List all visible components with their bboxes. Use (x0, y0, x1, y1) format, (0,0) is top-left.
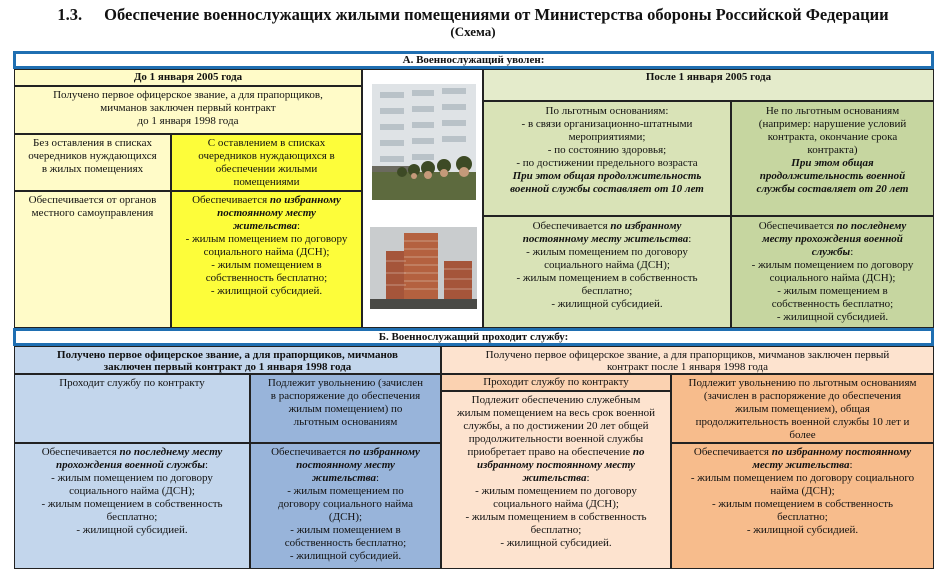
condition-line: мичманов заключен первый контракт (100, 102, 276, 114)
provision-emphasis: жительства (311, 472, 376, 484)
page-subtitle: (Схема) (450, 24, 496, 39)
label-line: очередников нуждающихся в (198, 150, 335, 162)
non-preferential-grounds (731, 101, 934, 216)
label-line: в распоряжение до обеспечения (270, 390, 421, 402)
provision-emphasis: постоянному месту (296, 459, 395, 471)
label-line: (например: нарушение условий (758, 118, 907, 130)
provision-item: - жилым помещением по договору (185, 233, 348, 245)
section-b-title: Б. Военнослужащий проходит службу: (13, 328, 934, 346)
provision-item: - жилым помещением по договору (526, 246, 688, 258)
provision-line: службы, а по достижении 20 лет общей (463, 420, 649, 432)
provision-emphasis: по (632, 446, 645, 458)
label-line: Без оставления в списках (33, 137, 152, 149)
provision-item: бесплатно; (581, 285, 633, 297)
before-1998-contract-label: Проходит службу по контракту (14, 374, 250, 443)
before-2005-condition (14, 86, 362, 134)
provision-item: бесплатно; (530, 524, 582, 536)
provision-emphasis: жительства (522, 472, 587, 484)
provision-line: Обеспечивается от органов (28, 194, 157, 206)
provision-item: социального найма (ДСН); (203, 246, 330, 258)
without-list-provision (14, 191, 171, 328)
before-1998-discharge-provision: Обеспечивается по избранному постоянному месту жительства: - жилым помещением по договору социального найма (ДСН); - жилым помещением в собственность бесплатно; - жилищной субсидией. (250, 443, 441, 569)
provision-item: - жилищной субсидией. (776, 311, 889, 323)
provision-line: жилым помещением на весь срок военной (456, 407, 656, 419)
provision-emphasis: по избранному (610, 220, 682, 232)
provision-emphasis: постоянному месту (217, 207, 316, 219)
heading-line: Получено первое офицерское звание, а для прапорщиков, мичманов (57, 349, 398, 361)
residential-towers-photo (370, 227, 477, 309)
before-1998-contract-provision: Обеспечивается по последнему месту прохождения военной службы: - жилым помещением по договору социального найма (ДСН); - жилым помещением в собственность бесплатно; - жилищной субсидией. (14, 443, 250, 569)
provision-line: Подлежит обеспечению служебным (471, 394, 641, 406)
provision-item: - жилищной субсидией. (76, 524, 188, 536)
provision-prefix: Обеспечивается (758, 220, 834, 232)
provision-item: бесплатно; (777, 511, 828, 523)
soldiers-photo-icon (372, 84, 476, 200)
soldiers-in-front-of-building-photo (372, 84, 476, 200)
label-line: - по состоянию здоровья; (547, 144, 667, 156)
provision-emphasis: по избранному (348, 446, 420, 458)
note-line: При этом общая продолжительность (512, 170, 702, 182)
label-line: Подлежит увольнению (зачислен (267, 377, 424, 389)
label-line: в жилых помещениях (41, 163, 144, 175)
preferential-provision: Обеспечивается по избранному постоянному месту жительства: - жилым помещением по договору социального найма (ДСН); - жилым помещением в собственность бесплатно; - жилищной субсидией. (483, 216, 731, 328)
provision-item: собственность бесплатно; (205, 272, 328, 284)
section-a-title: А. Военнослужащий уволен: (13, 51, 934, 69)
with-list-label (171, 134, 362, 191)
towers-photo-icon (370, 227, 477, 309)
heading-line: Получено первое офицерское звание, а для прапорщиков, мичманов заключен первый (485, 349, 890, 361)
provision-item: - жилым помещением по (287, 485, 404, 497)
provision-emphasis: службы (811, 246, 851, 258)
heading-line: заключен первый контракт до 1 января 1998 года (103, 361, 352, 373)
provision-item: - жилым помещением в собственность (465, 511, 647, 523)
provision-prefix: Обеспечивается (532, 220, 608, 232)
provision-item: найма (ДСН); (770, 485, 835, 497)
note-line: службы составляет от 20 лет (756, 183, 909, 195)
provision-item: - жилым помещением по договору (475, 485, 637, 497)
provision-emphasis: месту прохождения военной (762, 233, 903, 245)
provision-item: договору социального найма (278, 498, 413, 510)
provision-line: местного самоуправления (31, 207, 154, 219)
label-line: С оставлением в списках (207, 137, 326, 149)
provision-prefix: Обеспечивается (41, 446, 117, 458)
provision-item: собственность бесплатно; (771, 298, 894, 310)
provision-item: - жилым помещением в (290, 524, 401, 536)
provision-prefix: Обеспечивается (192, 194, 268, 206)
provision-emphasis: по последнему месту (119, 446, 223, 458)
provision-item: социального найма (ДСН); (769, 272, 896, 284)
label-line: продолжительность военной службы 10 лет и (695, 416, 910, 428)
provision-item: собственность бесплатно; (284, 537, 407, 549)
label-line: жилым помещением) по (288, 403, 403, 415)
provision-item: - жилищной субсидией. (210, 285, 323, 297)
provision-prefix: Обеспечивается (693, 446, 769, 458)
provision-item: бесплатно; (106, 511, 158, 523)
label-line: помещениями (233, 176, 300, 188)
label-line: По льготным основаниям: (545, 105, 669, 117)
provision-item: - жилищной субсидией. (289, 550, 402, 562)
provision-item: (ДСН); (328, 511, 363, 523)
label-line: более (789, 429, 816, 441)
before-1998-heading (14, 346, 441, 374)
label-line: Не по льготным основаниям (765, 105, 900, 117)
label-line: - в связи организационно-штатными (521, 118, 693, 130)
note-line: продолжительность военной (759, 170, 906, 182)
section-number: 1.3. (57, 5, 83, 24)
label-line: льготным основаниям (293, 416, 398, 428)
provision-item: социального найма (ДСН); (544, 259, 670, 271)
note-line: При этом общая (791, 157, 874, 169)
label-line: мероприятиями; (568, 131, 646, 143)
provision-emphasis: жительства (232, 220, 297, 232)
provision-prefix: Обеспечивается (271, 446, 347, 458)
page-title (0, 6, 946, 24)
label-line: обеспечении жилыми (215, 163, 318, 175)
provision-item: - жилищной субсидией. (551, 298, 663, 310)
condition-line: Получено первое офицерское звание, а для прапорщиков, (53, 89, 323, 101)
heading-line: контракт после 1 января 1998 года (606, 361, 768, 373)
label-line: жилым помещением), общая (735, 403, 870, 415)
provision-item: - жилым помещением по договору социального (690, 472, 915, 484)
provision-emphasis: по избранному (269, 194, 341, 206)
note-line: военной службы составляет от 10 лет (510, 183, 704, 195)
provision-emphasis: постоянному месту жительства (522, 233, 689, 245)
provision-item: - жилым помещением в собственность (711, 498, 894, 510)
preferential-grounds (483, 101, 731, 216)
label-line: Подлежит увольнению по льготным основаниям (688, 377, 917, 389)
title-text: Обеспечение военнослужащих жилыми помещениями от Министерства обороны Российской Федерации (104, 5, 889, 24)
provision-item: - жилым помещением по договору (751, 259, 914, 271)
label-line: - по достижении предельного возраста (516, 157, 698, 169)
provision-item: - жилым помещением в (211, 259, 322, 271)
before-2005-heading: До 1 января 2005 года (14, 69, 362, 86)
after-1998-contract-provision: Подлежит обеспечению служебным жилым помещением на весь срок военной службы, а по достижении 20 лет общей продолжительности военной службы приобретает право на обеспечение по избранному постоянному месту жительства: - жилым помещением по договору социального найма (ДСН); - жилым помещением в собственность бесплатно; - жилищной субсидией. (441, 391, 671, 569)
provision-emphasis: прохождения военной службы (55, 459, 205, 471)
after-1998-heading (441, 346, 934, 374)
provision-item: - жилым помещением по договору (51, 472, 213, 484)
provision-emphasis: избранному постоянному месту (476, 459, 636, 471)
provision-line: продолжительности военной службы (468, 433, 644, 445)
provision-line: приобретает право на обеспечение (467, 446, 631, 458)
provision-item: - жилищной субсидией. (500, 537, 612, 549)
provision-emphasis: месту жительства (752, 459, 850, 471)
with-list-provision: Обеспечивается по избранному постоянному месту жительства: - жилым помещением по договору социального найма (ДСН); - жилым помещением в собственность бесплатно; - жилищной субсидией. (171, 191, 362, 328)
label-line: (зачислен в распоряжение до обеспечения (703, 390, 902, 402)
non-preferential-provision: Обеспечивается по последнему месту прохождения военной службы: - жилым помещением по договору социального найма (ДСН); - жилым помещением в собственность бесплатно; - жилищной субсидией. (731, 216, 934, 328)
label-line: очередников нуждающихся (28, 150, 157, 162)
provision-item: социального найма (ДСН); (69, 485, 195, 497)
label-line: контракта, окончание срока (767, 131, 898, 143)
provision-item: социального найма (ДСН); (493, 498, 619, 510)
after-1998-discharge-label (671, 374, 934, 443)
provision-item: - жилищной субсидией. (746, 524, 859, 536)
condition-line: до 1 января 1998 года (137, 115, 239, 127)
after-2005-heading: После 1 января 2005 года (483, 69, 934, 101)
provision-item: - жилым помещением в (777, 285, 888, 297)
after-1998-contract-label: Проходит службу по контракту (441, 374, 671, 391)
label-line: контракта) (807, 144, 858, 156)
provision-emphasis: по последнему (836, 220, 907, 232)
provision-item: - жилым помещением в собственность (516, 272, 698, 284)
before-1998-discharge-label (250, 374, 441, 443)
provision-item: - жилым помещением в собственность (41, 498, 223, 510)
without-list-label (14, 134, 171, 191)
after-1998-discharge-provision: Обеспечивается по избранному постоянному месту жительства: - жилым помещением по договору социального найма (ДСН); - жилым помещением в собственность бесплатно; - жилищной субсидией. (671, 443, 934, 569)
provision-emphasis: по избранному постоянному (771, 446, 912, 458)
